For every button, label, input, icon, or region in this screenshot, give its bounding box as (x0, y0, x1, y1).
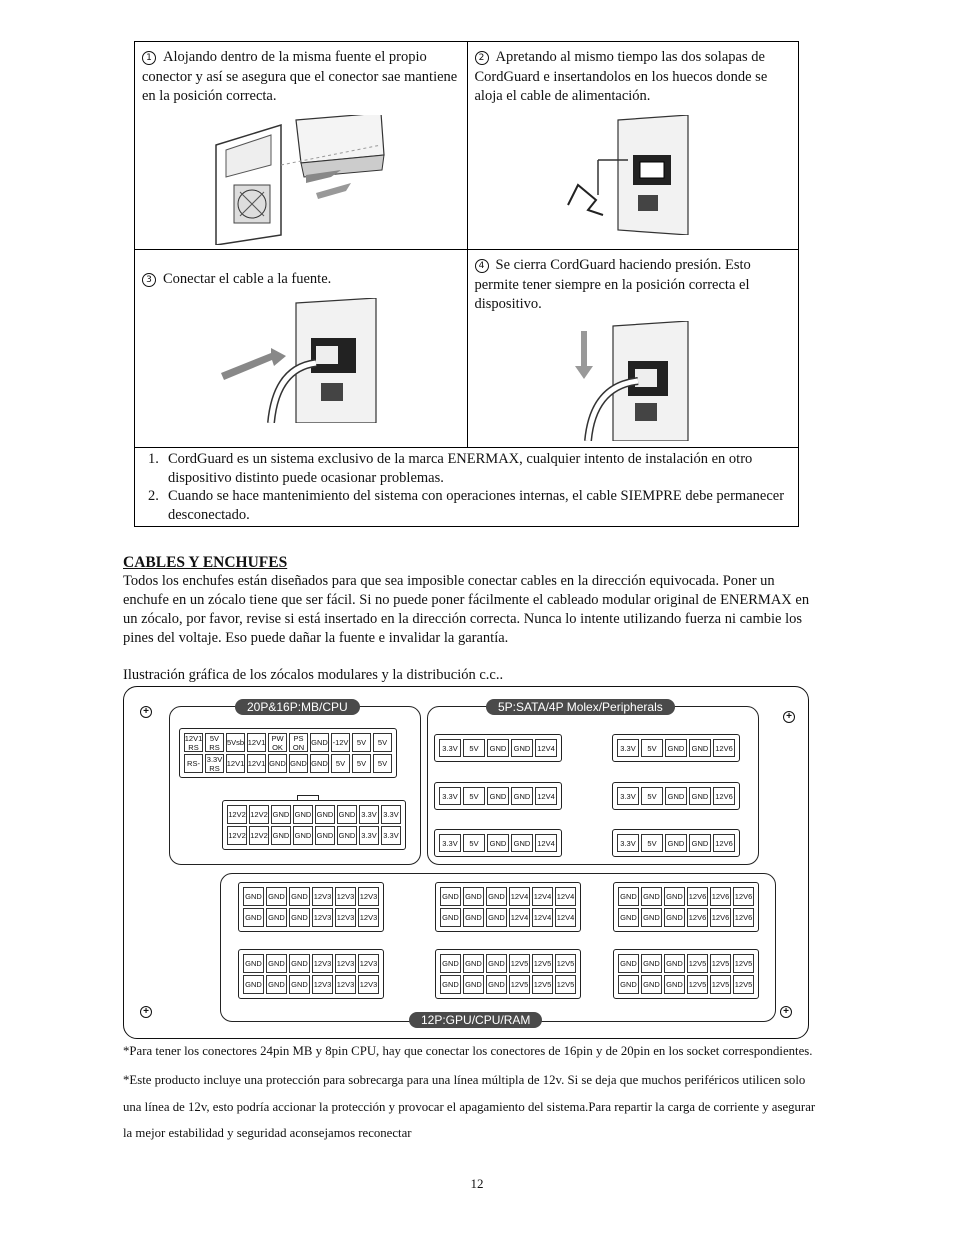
pin-label: 5V (352, 733, 371, 752)
pin-label: GND (511, 787, 533, 805)
pin-label: GND (664, 954, 685, 973)
peripheral-connector (434, 782, 562, 810)
pin-label: 12V6 (713, 787, 735, 805)
pin-row (439, 974, 577, 995)
pin-label: 3.3V (617, 834, 639, 852)
pin-label: GND (618, 908, 639, 927)
pin-label: 3.3V (381, 826, 401, 845)
pin-label: RS- (184, 754, 203, 773)
pin-label: 12V4 (555, 887, 576, 906)
pin-label: 12V6 (710, 908, 731, 927)
pin-label: GND (289, 954, 310, 973)
gpu-connector (435, 882, 581, 932)
pin-label: 12V5 (687, 975, 708, 994)
pin-row (183, 732, 393, 753)
pin-label: 3.3V (617, 787, 639, 805)
pin-label: GND (618, 975, 639, 994)
notes-list (135, 448, 798, 526)
step-2-cell (467, 42, 799, 249)
pin-label: GND (463, 975, 484, 994)
pin-label: GND (689, 787, 711, 805)
pin-label: GND (243, 887, 264, 906)
connect-cable-illustration (216, 298, 386, 423)
pin-label: GND (289, 975, 310, 994)
pin-label: GND (337, 826, 357, 845)
pin-label: 3.3V (439, 787, 461, 805)
mb-cpu-label: 20P&16P:MB/CPU (235, 699, 360, 715)
pin-label: GND (315, 826, 335, 845)
pin-label: 5V (641, 787, 663, 805)
instruction-row-2 (135, 250, 798, 448)
pin-label: GND (243, 908, 264, 927)
pin-label: GND (266, 908, 287, 927)
pin-label: 12V6 (733, 908, 754, 927)
pin-label: GND (463, 887, 484, 906)
peripheral-connector (434, 829, 562, 857)
pin-label: PS ON (289, 733, 308, 752)
pin-row (438, 833, 558, 853)
pin-label: 12V6 (710, 887, 731, 906)
pin-label: GND (665, 834, 687, 852)
pin-label: GND (440, 954, 461, 973)
pin-label: 12V6 (687, 908, 708, 927)
pin-row (242, 907, 380, 928)
pin-label: GND (486, 908, 507, 927)
pin-label: 5V (373, 733, 392, 752)
pin-row (242, 974, 380, 995)
pin-label: 12V6 (713, 739, 735, 757)
note-item: 2. Cuando se hace mantenimiento del sistema con operaciones internas, el cable SIEMPRE debe permanecer desconectado. (148, 488, 785, 523)
pin-label: 5V (641, 739, 663, 757)
pin-label: 12V5 (710, 975, 731, 994)
pin-label: GND (487, 834, 509, 852)
page-number: 12 (470, 1176, 484, 1191)
step-1-cell (135, 42, 467, 249)
pin-label: 12V1 (226, 754, 245, 773)
pin-label: GND (664, 975, 685, 994)
pin-label: 5V (463, 787, 485, 805)
pin-row (242, 886, 380, 907)
pin-label: 12V3 (358, 975, 379, 994)
pin-label: GND (440, 908, 461, 927)
pin-row (226, 825, 402, 846)
pin-label: 12V4 (509, 887, 530, 906)
pin-label: GND (440, 975, 461, 994)
pin-label: 3.3V (439, 834, 461, 852)
diagram-caption: Ilustración gráfica de los zócalos modulares y la distribución c.c.. (123, 667, 504, 683)
footnotes (123, 1041, 818, 1147)
mb20-connector (179, 728, 397, 778)
pin-label: GND (511, 834, 533, 852)
peripherals-group (427, 700, 759, 865)
pin-label: GND (487, 787, 509, 805)
pin-label: 5V (641, 834, 663, 852)
pin-row (439, 907, 577, 928)
pin-label: 5V (373, 754, 392, 773)
pin-row (617, 886, 755, 907)
pin-label: 3.3V (617, 739, 639, 757)
gpu-cpu-ram-group (220, 873, 776, 1027)
step-4-text: Se cierra CordGuard haciendo presión. Esto permite tener siempre en la posición correcta el dispositivo. (474, 257, 751, 312)
pin-label: 3.3V (359, 805, 379, 824)
pin-label: 12V3 (312, 975, 333, 994)
screw-icon: + (780, 1006, 792, 1018)
pin-label: 3.3V (381, 805, 401, 824)
mb16-connector (222, 800, 406, 850)
pin-label: GND (271, 805, 291, 824)
pin-label: 12V3 (312, 887, 333, 906)
pin-label: 12V3 (358, 887, 379, 906)
pin-label: 5V (352, 754, 371, 773)
section-body: Todos los enchufes están diseñados para que sea imposible conectar cables en la dirección equivocada. Poner un enchufe en un zócalo tiene que ser fácil. Si no puede poner fácilmente el cableado modular original de ENERMAX en un zócalo, por favor, revise si está insertado en la dirección correcta. Nunca lo intente utilizando fuerza ni cambie los pines del voltaje. Eso puede dañar la fuente e invalidar la garantía. (123, 573, 810, 646)
pin-label: 5V RS (205, 733, 224, 752)
pin-label: GND (293, 805, 313, 824)
pin-label: GND (665, 739, 687, 757)
pin-label: 12V4 (532, 908, 553, 927)
cables-section (123, 553, 813, 685)
pin-label: GND (486, 975, 507, 994)
pin-label: 12V5 (710, 954, 731, 973)
peripherals-label: 5P:SATA/4P Molex/Peripherals (486, 699, 675, 715)
pin-row (616, 738, 736, 758)
gpu-cpu-ram-label: 12P:GPU/CPU/RAM (409, 1012, 542, 1028)
step-marker: 1 (142, 51, 156, 65)
pin-label: 3.3V (359, 826, 379, 845)
screw-icon: + (140, 706, 152, 718)
pin-label: 5Vsb (226, 733, 245, 752)
pin-label: 12V2 (249, 826, 269, 845)
step-marker: 2 (475, 51, 489, 65)
mb-cpu-group (169, 700, 421, 865)
pin-label: GND (266, 887, 287, 906)
pin-label: 12V3 (335, 975, 356, 994)
pin-label: GND (664, 908, 685, 927)
pin-label: 5V (331, 754, 350, 773)
pin-label: 12V4 (532, 887, 553, 906)
pin-label: 12V6 (713, 834, 735, 852)
step-3-text: Conectar el cable a la fuente. (163, 271, 332, 287)
pin-label: 12V2 (227, 805, 247, 824)
pin-label: GND (310, 754, 329, 773)
pin-label: 12V5 (532, 975, 553, 994)
pin-label: 5V (463, 834, 485, 852)
gpu-connector (435, 949, 581, 999)
screw-icon: + (140, 1006, 152, 1018)
close-cordguard-illustration (563, 321, 703, 441)
pin-label: 12V1 (247, 754, 266, 773)
pin-label: 3.3V (439, 739, 461, 757)
modular-sockets-diagram (123, 686, 809, 1039)
footnote-overload: *Este producto incluye una protección para sobrecarga para una línea múltipla de 12v. Si se deja que muchos periféricos utilicen solo una línea de 12v, esto podría accionar la protección y provocar el apagamiento del sistema.Para repartir la carga de corriente y asegurar la mejor estabilidad y seguridad aconsejamos reconectar (123, 1073, 816, 1140)
gpu-connector (613, 949, 759, 999)
gpu-connector (613, 882, 759, 932)
pin-label: GND (664, 887, 685, 906)
pin-label: 12V5 (509, 954, 530, 973)
pin-label: GND (266, 975, 287, 994)
pin-label: 5V (463, 739, 485, 757)
pin-label: GND (289, 908, 310, 927)
pin-label: 12V3 (335, 954, 356, 973)
pin-label: 12V4 (509, 908, 530, 927)
pin-row (617, 974, 755, 995)
pin-label: GND (463, 954, 484, 973)
cordguard-tabs-illustration (558, 115, 708, 235)
pin-label: GND (310, 733, 329, 752)
pin-row (242, 953, 380, 974)
pin-row (438, 786, 558, 806)
gpu-connector (238, 949, 384, 999)
pin-label: GND (689, 739, 711, 757)
pin-label: GND (289, 754, 308, 773)
pin-label: 3.3V RS (206, 754, 223, 773)
pin-label: GND (289, 887, 310, 906)
pin-label: 12V5 (733, 975, 754, 994)
pin-label: GND (243, 954, 264, 973)
pin-label: GND (487, 739, 509, 757)
pin-row (616, 786, 736, 806)
pin-label: GND (641, 954, 662, 973)
pin-label: GND (486, 887, 507, 906)
pin-row (438, 738, 558, 758)
pin-label: GND (665, 787, 687, 805)
footnote-connectors: *Para tener los conectores 24pin MB y 8pin CPU, hay que conectar los conectores de 16pin y de 20pin en los socket correspondientes. (123, 1044, 813, 1058)
step-2-text: Apretando al mismo tiempo las dos solapas de CordGuard e insertandolos en los huecos donde se aloja el cable de alimentación. (474, 49, 768, 104)
pin-label: 12V1 RS (184, 733, 203, 752)
pin-label: 12V6 (687, 887, 708, 906)
step-3-cell (135, 250, 467, 447)
pin-label: 12V3 (335, 908, 356, 927)
section-heading: CABLES Y ENCHUFES (123, 554, 288, 571)
pin-label: GND (641, 887, 662, 906)
pin-label: 12V5 (532, 954, 553, 973)
pin-label: 12V4 (535, 739, 557, 757)
pin-label: GND (641, 975, 662, 994)
pin-label: GND (689, 834, 711, 852)
pin-row (617, 953, 755, 974)
pin-row (226, 804, 402, 825)
pin-label: 12V5 (509, 975, 530, 994)
instruction-row-1 (135, 42, 798, 250)
pin-label: 12V3 (312, 954, 333, 973)
step-marker: 3 (142, 273, 156, 287)
gpu-connector (238, 882, 384, 932)
pin-label: GND (243, 975, 264, 994)
note-item: 1. CordGuard es un sistema exclusivo de la marca ENERMAX, cualquier intento de instalación en otro dispositivo distinto puede ocasionar problemas. (148, 451, 753, 486)
pin-label: 12V5 (555, 954, 576, 973)
pin-label: 12V3 (312, 908, 333, 927)
pin-label: GND (641, 908, 662, 927)
pin-label: GND (511, 739, 533, 757)
pin-label: GND (293, 826, 313, 845)
pin-label: GND (486, 954, 507, 973)
psu-insert-illustration (206, 115, 396, 245)
pin-label: 12V5 (555, 975, 576, 994)
pin-label: 12V4 (555, 908, 576, 927)
pin-label: 12V4 (535, 787, 557, 805)
pin-label: 12V3 (358, 908, 379, 927)
pin-label: GND (618, 887, 639, 906)
pin-label: 12V5 (687, 954, 708, 973)
peripheral-connector (612, 734, 740, 762)
pin-label: GND (315, 805, 335, 824)
pin-label: 12V2 (249, 805, 269, 824)
pin-row (617, 907, 755, 928)
pin-row (439, 886, 577, 907)
pin-label: 12V3 (358, 954, 379, 973)
pin-label: 12V6 (733, 887, 754, 906)
pin-row (616, 833, 736, 853)
instruction-table (134, 41, 799, 527)
step-marker: 4 (475, 259, 489, 273)
pin-label: 12V3 (335, 887, 356, 906)
peripheral-connector (434, 734, 562, 762)
pin-label: 12V5 (733, 954, 754, 973)
pin-label: 12V4 (535, 834, 557, 852)
pin-label: GND (463, 908, 484, 927)
step-4-cell (467, 250, 799, 447)
pin-label: GND (266, 954, 287, 973)
pin-label: GND (440, 887, 461, 906)
pin-label: GND (618, 954, 639, 973)
step-1-text: Alojando dentro de la misma fuente el propio conector y así se asegura que el conector sae mantiene en la posición correcta. (142, 49, 458, 104)
pin-row (183, 753, 393, 774)
pin-label: GND (268, 754, 287, 773)
peripheral-connector (612, 782, 740, 810)
screw-icon: + (783, 711, 795, 723)
pin-label: 12V2 (227, 826, 247, 845)
pin-label: GND (337, 805, 357, 824)
pin-row (439, 953, 577, 974)
pin-label: -12V (331, 733, 350, 752)
peripheral-connector (612, 829, 740, 857)
pin-label: 12V1 (247, 733, 266, 752)
pin-label: GND (271, 826, 291, 845)
pin-label: PW OK (268, 733, 287, 752)
